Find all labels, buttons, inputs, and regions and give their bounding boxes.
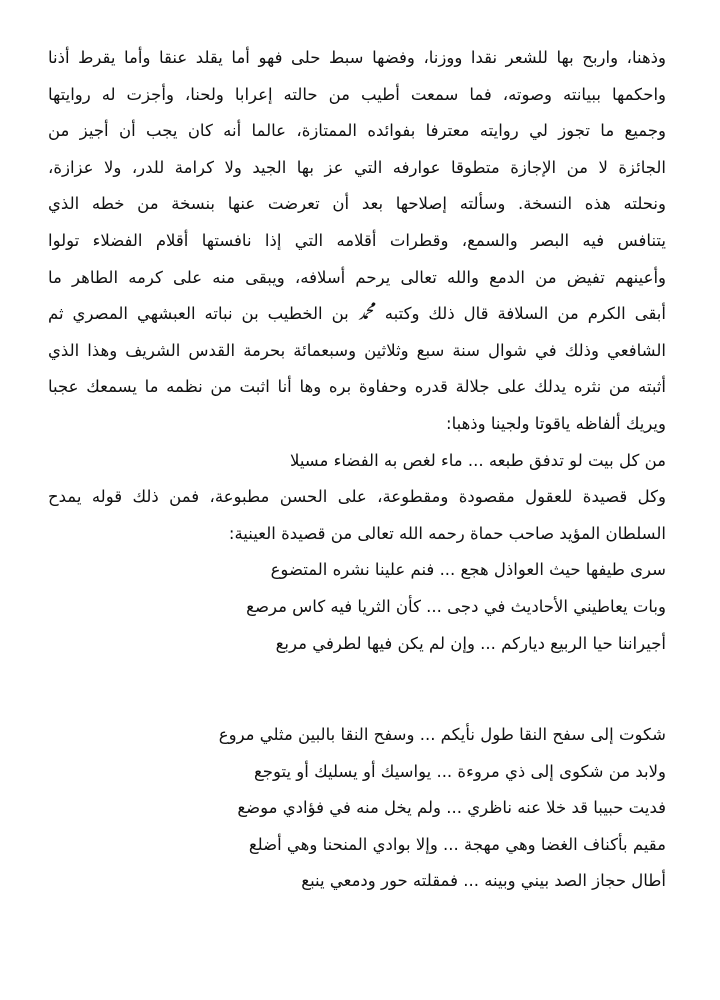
- verse-group-b: [48, 717, 666, 900]
- text-line: أبقى الكرم من السلافة قال ذلك وكتبه ﷴ بن الخطيب بن نباته العبشهي المصري ثم: [48, 304, 666, 324]
- verse-line: أجيراننا حيا الربيع دياركم ... وإن لم يكن فيها لطرفي مربع: [275, 633, 666, 653]
- mid-paragraph: [48, 479, 666, 552]
- text-line: الجائزة لا من الإجازة متطوقا عوارفه التي عز بها الجيد ولا كرامة للدر، ولا عزازة،: [48, 157, 666, 177]
- text-line: ونحلته هذه النسخة. وسألته إصلاحها بعد أن تعرضت عنها بنسخة من خطه الذي: [48, 194, 666, 214]
- text-line: وأعينهم تفيض من الدمع والله تعالى يرحم أسلافه، ويبقى منه على كرمه الطاهر ما: [48, 267, 666, 287]
- text-line: واحكمها ببيانته وصوته، فما سمعت أطيب من حالته إعرابا ولحنا، وأجزت له روايتها: [48, 84, 666, 104]
- text-line: ويريك ألفاظه ياقوتا ولجينا وذهبا:: [446, 413, 666, 433]
- intro-paragraph: [48, 40, 666, 443]
- verse-line: شكوت إلى سفح النقا طول نأيكم ... وسفح النقا بالبين مثلي مروع: [218, 725, 666, 745]
- verse-line: فديت حبيبا قد خلا عنه ناظري ... ولم يخل منه في فؤادي موضع: [237, 798, 666, 818]
- verse-line: أطال حجاز الصد بيني وبينه ... فمقلته حور ودمعي ينبع: [301, 871, 666, 891]
- text-line: وذهنا، واربح بها للشعر نقدا ووزنا، وفضها سبط حلى فهو أما يقلد عنقا وأما يقرط أذنا: [48, 48, 666, 67]
- text-line: أثبته من نثره يدلك على جلالة قدره وحفاوة بره وها أنا اثبت من نظمه ما يسمعك عجبا: [48, 377, 666, 397]
- verse-group-a: [48, 552, 666, 662]
- blank-gap: [48, 662, 666, 717]
- verse-line: ولابد من شكوى إلى ذي مروءة ... يواسيك أو يسليك أو يتوجع: [253, 761, 666, 781]
- document-page: [48, 40, 666, 900]
- verse-line: وبات يعاطيني الأحاديث في دجى ... كأن الثريا فيه كاس مرصع: [246, 596, 666, 616]
- text-line: الشافعي وذلك في شوال سنة سبع وثلاثين وسبعمائة بحرمة القدس الشريف وهذا الذي: [48, 340, 666, 360]
- verse-line: مقيم بأكناف الغضا وهي مهجة ... وإلا بوادي المنحنا وهي أضلع: [248, 834, 666, 854]
- text-line: وجميع ما تجوز لي روايته معترفا بفوائده الممتازة، عالما أنه كان يجب أن أجيز من: [48, 121, 666, 141]
- verse-line: سرى طيفها حيث العواذل هجع ... فنم علينا نشره المتضوع: [270, 560, 666, 580]
- text-line: يتنافس فيه البصر والسمع، وقطرات أقلامه التي إذا نافستها أقلام الفضلاء تولوا: [48, 230, 666, 250]
- text-line: وكل قصيدة للعقول مقصودة ومقطوعة، على الحسن مطبوعة، فمن ذلك قوله يمدح: [48, 487, 666, 507]
- text-line: السلطان المؤيد صاحب حماة رحمه الله تعالى من قصيدة العينية:: [228, 523, 666, 543]
- verse-line: من كل بيت لو تدفق طبعه ... ماء لغص به الفضاء مسيلا: [289, 450, 666, 470]
